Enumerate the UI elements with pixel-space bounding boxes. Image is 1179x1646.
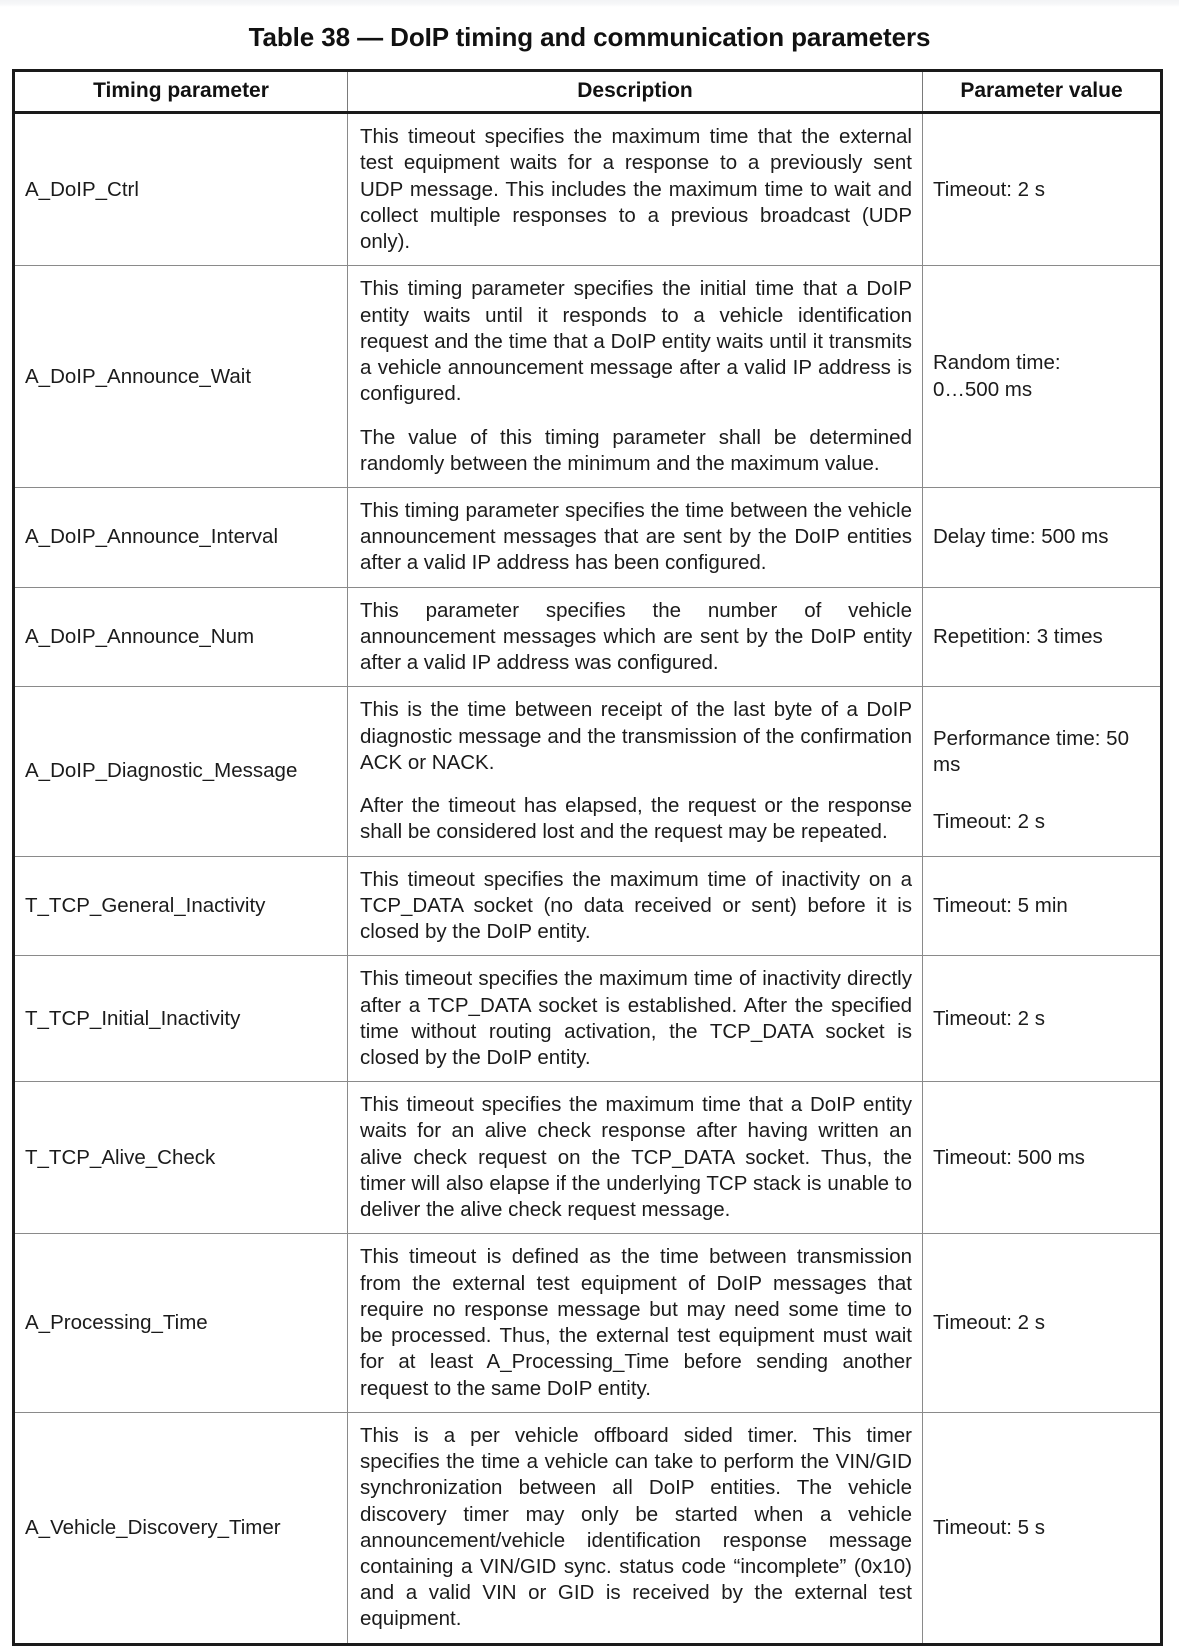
- parameter-description-cell: [348, 488, 923, 588]
- parameter-name-cell: T_TCP_General_Inactivity: [14, 856, 348, 956]
- table-row: [14, 113, 1162, 266]
- description-paragraph: This parameter specifies the number of vehicle announcement messages which are sent by the DoIP entity after a valid IP address was configured.: [360, 598, 912, 675]
- table-body: [14, 113, 1162, 1644]
- value-line: Timeout: 2 s: [933, 1310, 1046, 1334]
- value-line: Timeout: 2 s: [933, 809, 1046, 833]
- parameter-description-cell: [348, 266, 923, 488]
- table-row: [14, 1082, 1162, 1234]
- table-row: [14, 266, 1162, 488]
- parameter-description-cell: [348, 1234, 923, 1412]
- parameter-name-cell: A_DoIP_Diagnostic_Message: [14, 687, 348, 856]
- parameter-value-cell: [923, 1234, 1162, 1412]
- description-paragraph: This timeout specifies the maximum time that the external test equipment waits for a response to a previously sent UDP message. This includes the maximum time to wait and collect multiple responses to a previous broadcast (UDP only).: [360, 125, 912, 254]
- value-line: Timeout: 2 s: [933, 1006, 1046, 1030]
- description-paragraph: This timing parameter specifies the initial time that a DoIP entity waits until it responds to a vehicle identification request and the time that a DoIP entity waits until it transmits a vehicle announcement message after a valid IP address is configured.: [360, 277, 912, 406]
- parameter-description-cell: [348, 956, 923, 1082]
- parameter-value-cell: [923, 1082, 1162, 1234]
- parameter-name-cell: A_DoIP_Announce_Wait: [14, 266, 348, 488]
- parameter-value-cell: [923, 687, 1162, 856]
- value-line: Delay time: 500 ms: [933, 525, 1109, 549]
- parameter-value-cell: [923, 266, 1162, 488]
- table-row: [14, 687, 1162, 856]
- value-line: Performance time: 50 ms: [933, 727, 1129, 777]
- parameter-name-cell: T_TCP_Alive_Check: [14, 1082, 348, 1234]
- description-paragraph: This timeout is defined as the time between transmission from the external test equipment of DoIP messages that require no response message but may need some time to be processed. Thus, the external test equipment must wait for at least A_Processing_Time before sending another request to the same DoIP entity.: [360, 1245, 912, 1400]
- parameter-name-cell: A_Processing_Time: [14, 1234, 348, 1412]
- parameter-description-cell: [348, 1082, 923, 1234]
- doip-timing-parameters-table: [12, 69, 1163, 1645]
- value-line: Timeout: 500 ms: [933, 1145, 1085, 1169]
- table-row: [14, 488, 1162, 588]
- column-header-timing-parameter: Timing parameter: [14, 71, 348, 113]
- table-row: [14, 1412, 1162, 1644]
- table-caption: Table 38 — DoIP timing and communication parameters: [248, 22, 931, 52]
- description-paragraph: This timeout specifies the maximum time that a DoIP entity waits for an alive check response after having written an alive check request on the TCP_DATA socket. Thus, the timer will also elapse if the underlying TCP stack is unable to deliver the alive check request message.: [360, 1093, 912, 1222]
- value-line: Repetition: 3 times: [933, 624, 1103, 648]
- table-container: [12, 69, 1160, 1645]
- description-paragraph: This timeout specifies the maximum time of inactivity on a TCP_DATA socket (no data received or sent) before it is closed by the DoIP entity.: [360, 867, 912, 944]
- parameter-name-cell: A_Vehicle_Discovery_Timer: [14, 1412, 348, 1644]
- column-header-parameter-value: Parameter value: [923, 71, 1162, 113]
- description-paragraph: This timing parameter specifies the time between the vehicle announcement messages that are sent by the DoIP entities after a valid IP address has been configured.: [360, 499, 912, 575]
- value-line: Timeout: 5 min: [933, 893, 1068, 917]
- parameter-description-cell: [348, 587, 923, 687]
- parameter-value-cell: [923, 1412, 1162, 1644]
- parameter-name-cell: A_DoIP_Ctrl: [14, 113, 348, 266]
- value-line: 0…500 ms: [933, 377, 1033, 401]
- table-row: [14, 1234, 1162, 1412]
- description-paragraph: This is the time between receipt of the last byte of a DoIP diagnostic message and the transmission of the confirmation ACK or NACK.: [360, 698, 912, 774]
- value-line: Random time:: [933, 351, 1061, 375]
- parameter-name-cell: A_DoIP_Announce_Num: [14, 587, 348, 687]
- table-row: [14, 856, 1162, 956]
- description-paragraph: The value of this timing parameter shall be determined randomly between the minimum and the maximum value.: [360, 425, 912, 475]
- parameter-value-cell: [923, 113, 1162, 266]
- parameter-name-cell: T_TCP_Initial_Inactivity: [14, 956, 348, 1082]
- table-header: [14, 71, 1162, 113]
- description-paragraph: After the timeout has elapsed, the request or the response shall be considered lost and the request may be repeated.: [360, 794, 912, 844]
- parameter-description-cell: [348, 113, 923, 266]
- parameter-value-cell: [923, 956, 1162, 1082]
- description-paragraph: This timeout specifies the maximum time of inactivity directly after a TCP_DATA socket is established. After the specified time without routing activation, the TCP_DATA socket is closed by the DoIP entity.: [360, 967, 912, 1069]
- table-row: [14, 956, 1162, 1082]
- parameter-description-cell: [348, 1412, 923, 1644]
- table-header-row: [14, 71, 1162, 113]
- column-header-description: Description: [348, 71, 923, 113]
- parameter-value-cell: [923, 488, 1162, 588]
- parameter-description-cell: [348, 687, 923, 856]
- table-row: [14, 587, 1162, 687]
- parameter-name-cell: A_DoIP_Announce_Interval: [14, 488, 348, 588]
- parameter-value-cell: [923, 856, 1162, 956]
- parameter-description-cell: [348, 856, 923, 956]
- value-line: Timeout: 5 s: [933, 1515, 1046, 1539]
- parameter-value-cell: [923, 587, 1162, 687]
- description-paragraph: This is a per vehicle offboard sided timer. This timer specifies the time a vehicle can take to perform the VIN/GID synchronization between all DoIP entities. The vehicle discovery timer may only be started when a vehicle announcement/vehicle identification response message containing a VIN/GID sync. status code “incomplete” (0x10) and a valid VIN or GID is received by the external test equipment.: [360, 1423, 912, 1631]
- value-line: Timeout: 2 s: [933, 177, 1046, 201]
